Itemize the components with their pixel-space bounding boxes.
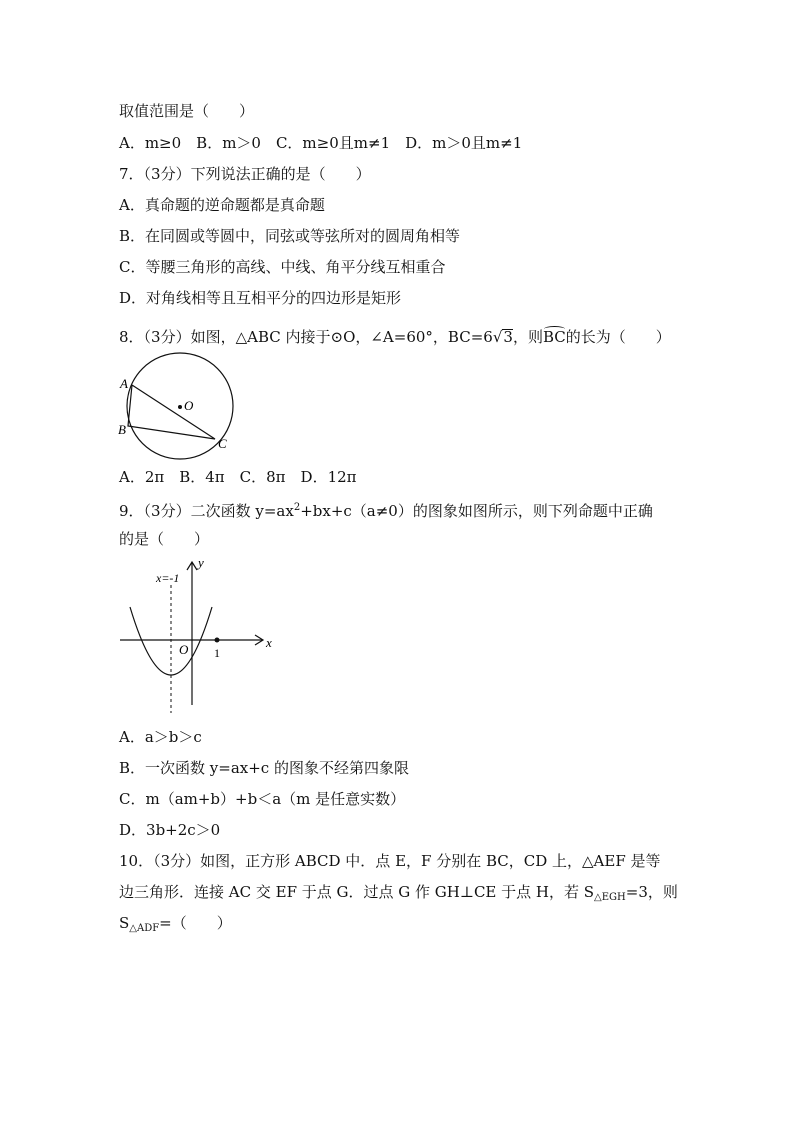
q10-stem-line1: 10．（3分）如图，正方形 ABCD 中．点 E，F 分别在 BC，CD 上，△AEF 是等: [119, 852, 661, 870]
q9-option-a: A．a＞b＞c: [119, 728, 202, 746]
q10-line3-part2: =（ ）: [159, 914, 232, 932]
label-a: A: [120, 376, 128, 391]
q8-stem-mid: ，则: [512, 328, 543, 346]
y-axis-label: y: [198, 555, 204, 570]
q8-circle-figure: [112, 352, 240, 468]
origin-label: O: [179, 642, 189, 657]
sqrt-symbol: √3: [492, 328, 513, 346]
q7-stem: 7．（3分）下列说法正确的是（ ）: [119, 165, 371, 183]
q7-option-b: B．在同圆或等圆中，同弦或等弦所对的圆周角相等: [119, 227, 461, 245]
q10-area-adf-subscript: △ADF: [129, 923, 160, 934]
q10-stem-line3: [119, 913, 232, 939]
q7-option-c: C．等腰三角形的高线、中线、角平分线互相重合: [119, 258, 446, 276]
q10-line2-part1: 边三角形．连接 AC 交 EF 于点 G．过点 G 作 GH⊥CE 于点 H，若 S: [119, 883, 595, 901]
q10-line3-part1: S: [119, 914, 130, 932]
q10-stem-line2: [119, 882, 678, 908]
q9-parabola-figure: [112, 555, 282, 724]
q6-options: A．m≥0 B．m＞0 C．m≥0且m≠1 D．m＞0且m≠1: [119, 134, 523, 152]
q8-stem-suffix: 的长为（ ）: [565, 328, 671, 346]
q9-stem-line1: [119, 498, 653, 521]
q9-exponent: 2: [293, 502, 301, 513]
q9-option-b: B．一次函数 y=ax+c 的图象不经第四象限: [119, 759, 409, 777]
point-x1: [215, 638, 220, 643]
symmetry-axis-label: x=-1: [156, 571, 180, 585]
label-o: O: [184, 398, 194, 413]
q8-stem: [119, 327, 671, 347]
q6-stem-tail: 取值范围是（ ）: [119, 102, 255, 120]
q8-stem-prefix: 8．（3分）如图，△ABC 内接于⊙O，∠A=60°，BC=6: [119, 328, 493, 346]
q7-option-a: A．真命题的逆命题都是真命题: [119, 196, 325, 214]
q9-stem-part2: +bx+c（a≠0）的图象如图所示，则下列命题中正确: [300, 502, 653, 520]
sqrt-radicand: 3: [503, 328, 513, 346]
q9-stem-line2: 的是（ ）: [119, 530, 210, 548]
inscribed-triangle-diagram: [112, 352, 240, 464]
label-b: B: [118, 422, 126, 437]
q10-line2-part2: =3，则: [625, 883, 678, 901]
triangle-abc: [128, 385, 215, 439]
arc-bc-label: BC: [542, 328, 566, 346]
tick-one-label: 1: [214, 646, 220, 660]
label-c: C: [218, 436, 227, 451]
parabola-diagram: [112, 555, 282, 720]
q8-options: A．2π B．4π C．8π D．12π: [119, 468, 357, 486]
q10-area-egh-subscript: △EGH: [594, 892, 626, 903]
q9-option-d: D．3b+2c＞0: [119, 821, 221, 839]
q9-option-c: C．m（am+b）+b＜a（m 是任意实数）: [119, 790, 406, 808]
x-axis-label: x: [266, 635, 272, 650]
q9-stem-part1: 9．（3分）二次函数 y=ax: [119, 502, 294, 520]
center-point: [178, 405, 182, 409]
q7-option-d: D．对角线相等且互相平分的四边形是矩形: [119, 289, 402, 307]
